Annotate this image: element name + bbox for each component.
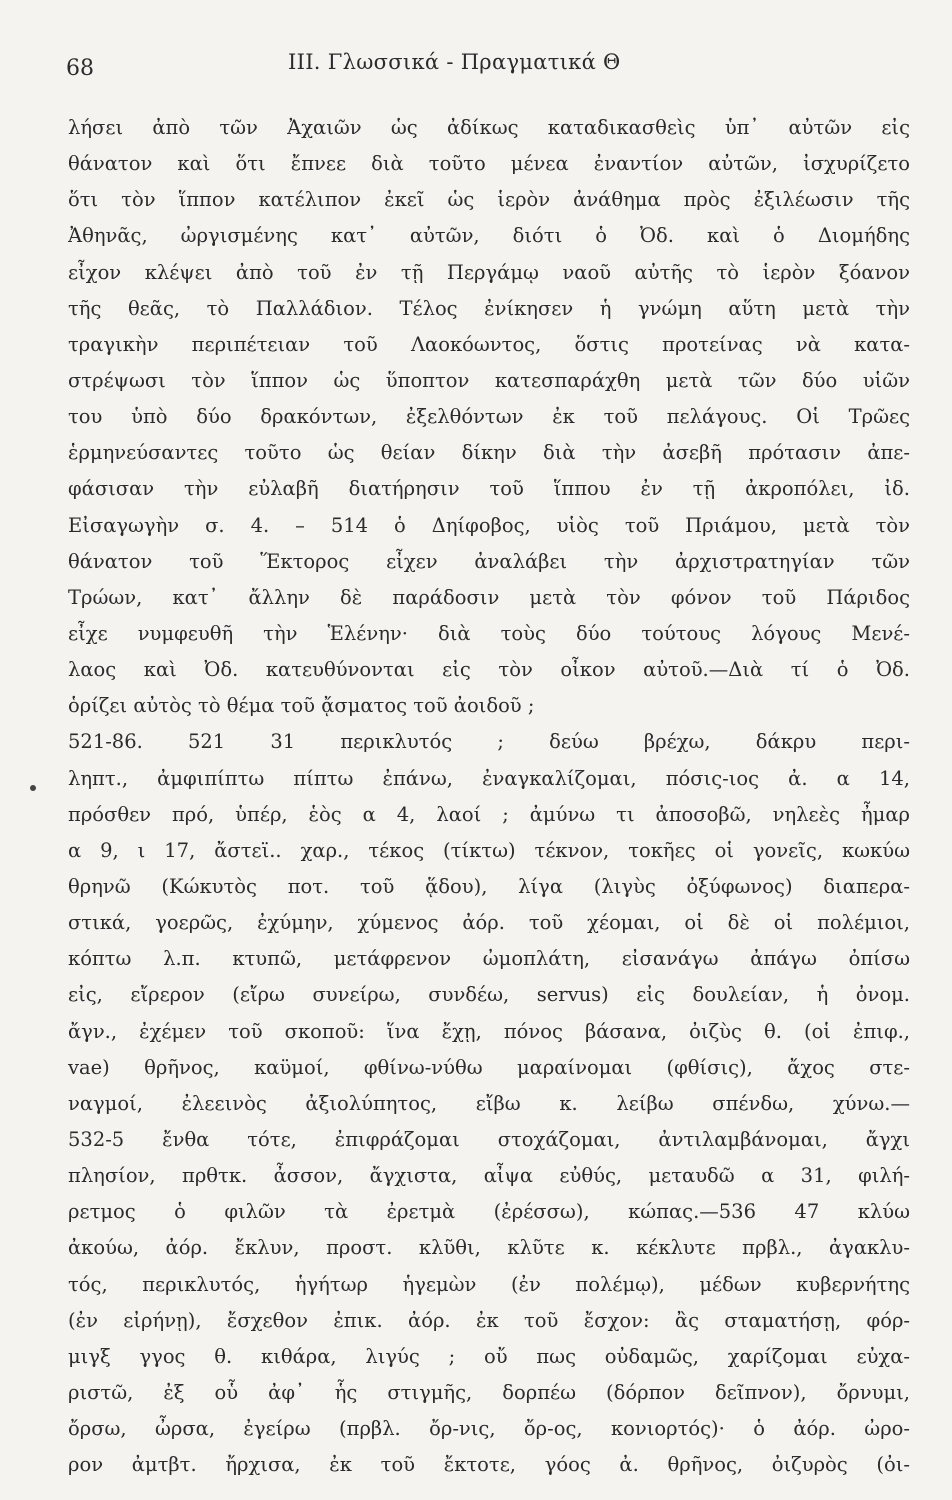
text-line: 521-86. 521 31 περικλυτός ; δεύω βρέχω, δάκρυ περι-: [68, 730, 910, 754]
text-line: vae) θρῆνος, καϋμοί, φθίνω-νύθω μαραίνομαι (φθίσις), ἄχος στε-: [68, 1055, 910, 1079]
text-line: του ὑπὸ δύο δρακόντων, ἐξελθόντων ἐκ τοῦ πελάγους. Οἱ Τρῶες: [68, 405, 910, 429]
text-line: ὄρσω, ὦρσα, ἐγείρω (πρβλ. ὄρ-νις, ὄρ-ος, κονιορτός)· ὁ ἀόρ. ὠρο-: [68, 1417, 910, 1441]
text-line: ἑρμηνεύσαντες τοῦτο ὡς θείαν δίκην διὰ τὴν ἀσεβῆ πρότασιν ἀπε-: [68, 441, 910, 465]
text-line: τραγικὴν περιπέτειαν τοῦ Λαοκόωντος, ὅστις προτείνας νὰ κατα-: [68, 332, 910, 356]
text-line: (ἐν εἰρήνῃ), ἔσχεθον ἐπικ. ἀόρ. ἐκ τοῦ ἔσχον: ἂς σταματήσῃ, φόρ-: [68, 1308, 910, 1332]
text-line: λήσει ἀπὸ τῶν Ἀχαιῶν ὡς ἀδίκως καταδικασθεὶς ὑπ᾽ αὐτῶν εἰς: [68, 116, 910, 139]
text-line: ρετμος ὁ φιλῶν τὰ ἐρετμὰ (ἐρέσσω), κώπας.—536 47 κλύω: [68, 1200, 910, 1224]
page-header: [66, 50, 912, 86]
text-line: θρηνῶ (Κώκυτὸς ποτ. τοῦ ᾅδου), λίγα (λιγὺς ὀξύφωνος) διαπερα-: [68, 874, 910, 898]
text-line: εἶχε νυμφευθῆ τὴν Ἑλένην· διὰ τοὺς δύο τούτους λόγους Μενέ-: [68, 621, 910, 645]
text-line: ριστῶ, ἐξ οὗ ἀφ᾽ ἧς στιγμῆς, δορπέω (δόρπον δεῖπνον), ὄρνυμι,: [68, 1380, 910, 1404]
text-line: ληπτ., ἀμφιπίπτω πίπτω ἐπάνω, ἐναγκαλίζομαι, πόσις-ιος ἀ. α 14,: [68, 766, 910, 790]
text-line: ρον ἀμτβτ. ἤρχισα, ἐκ τοῦ ἔκτοτε, γόος ἀ. θρῆνος, ὀιζυρὸς (ὀι-: [68, 1453, 910, 1477]
text-line: θάνατον τοῦ Ἕκτορος εἶχεν ἀναλάβει τὴν ἀρχιστρατηγίαν τῶν: [68, 549, 910, 573]
text-line: φάσισαν τὴν εὐλαβῆ διατήρησιν τοῦ ἵππου ἐν τῇ ἀκροπόλει, ἰδ.: [68, 477, 910, 501]
text-line: θάνατον καὶ ὅτι ἔπνεε διὰ τοῦτο μένεα ἐναντίον αὐτῶν, ἰσχυρίζετο: [68, 152, 910, 176]
text-line: Εἰσαγωγὴν σ. 4. – 514 ὁ Δηίφοβος, υἱὸς τοῦ Πριάμου, μετὰ τὸν: [68, 513, 910, 537]
margin-dot: [30, 785, 36, 791]
text-line: Ἀθηνᾶς, ὠργισμένης κατ᾽ αὐτῶν, διότι ὁ Ὀδ. καὶ ὁ Διομήδης: [68, 224, 910, 248]
text-line: πλησίον, πρθτκ. ἆσσον, ἄγχιστα, αἶψα εὐθύς, μεταυδῶ α 31, φιλή-: [68, 1164, 910, 1188]
text-line: ὅτι τὸν ἵππον κατέλιπον ἐκεῖ ὡς ἱερὸν ἀνάθημα πρὸς ἐξιλέωσιν τῆς: [68, 188, 910, 212]
text-line: πρόσθεν πρό, ὑπέρ, ἑὸς α 4, λαοί ; ἀμύνω τι ἀποσοβῶ, νηλεὲς ἦμαρ: [68, 802, 910, 826]
commentary-text: [68, 110, 910, 1485]
text-line: εἰς, εἴρερον (εἴρω συνείρω, συνδέω, servus) εἰς δουλείαν, ἡ ὀνομ.: [68, 983, 910, 1007]
text-line: εἶχον κλέψει ἀπὸ τοῦ ἐν τῇ Περγάμῳ ναοῦ αὐτῆς τὸ ἱερὸν ξόανον: [68, 260, 910, 284]
text-line: ἄγν., ἐχέμεν τοῦ σκοποῦ: ἵνα ἔχῃ, πόνος βάσανα, ὀιζὺς θ. (οἱ ἐπιφ.,: [68, 1019, 910, 1043]
page-number: 68: [66, 56, 94, 81]
text-line: 532-5 ἔνθα τότε, ἐπιφράζομαι στοχάζομαι, ἀντιλαμβάνομαι, ἄγχι: [68, 1127, 910, 1151]
text-line: α 9, ι 17, ἄστεϊ.. χαρ., τέκος (τίκτω) τέκνον, τοκῆες οἱ γονεῖς, κωκύω: [68, 838, 910, 862]
text-line: ὁρίζει αὐτὸς τὸ θέμα τοῦ ᾄσματος τοῦ ἀοιδοῦ ;: [68, 694, 535, 718]
text-line: Τρώων, κατ᾽ ἄλλην δὲ παράδοσιν μετὰ τὸν φόνον τοῦ Πάριδος: [68, 585, 910, 609]
text-line: κόπτω λ.π. κτυπῶ, μετάφρενον ὠμοπλάτη, εἰσανάγω ἀπάγω ὀπίσω: [68, 947, 910, 971]
text-line: τός, περικλυτός, ἡγήτωρ ἡγεμὼν (ἐν πολέμῳ), μέδων κυβερνήτης: [68, 1272, 910, 1296]
text-line: στρέψωσι τὸν ἵππον ὡς ὕποπτον κατεσπαράχθη μετὰ τῶν δύο υἱῶν: [68, 368, 910, 392]
running-head: III. Γλωσσικά - Πραγματικά Θ: [288, 50, 621, 74]
text-line: λαος καὶ Ὀδ. κατευθύνονται εἰς τὸν οἶκον αὐτοῦ.—Διὰ τί ὁ Ὀδ.: [68, 658, 910, 682]
text-line: ναγμοί, ἐλεεινὸς ἀξιολύπητος, εἴβω κ. λείβω σπένδω, χύνω.—: [68, 1091, 910, 1115]
text-line: ἀκούω, ἀόρ. ἔκλυν, προστ. κλῦθι, κλῦτε κ. κέκλυτε πρβλ., ἀγακλυ-: [68, 1236, 910, 1260]
text-line: στικά, γοερῶς, ἐχύμην, χύμενος ἀόρ. τοῦ χέομαι, οἱ δὲ οἱ πολέμιοι,: [68, 911, 910, 935]
text-line: τῆς θεᾶς, τὸ Παλλάδιον. Τέλος ἐνίκησεν ἡ γνώμη αὕτη μετὰ τὴν: [68, 296, 910, 320]
text-line: μιγξ γγος θ. κιθάρα, λιγύς ; οὔ πως οὐδαμῶς, χαρίζομαι εὐχα-: [68, 1344, 910, 1368]
